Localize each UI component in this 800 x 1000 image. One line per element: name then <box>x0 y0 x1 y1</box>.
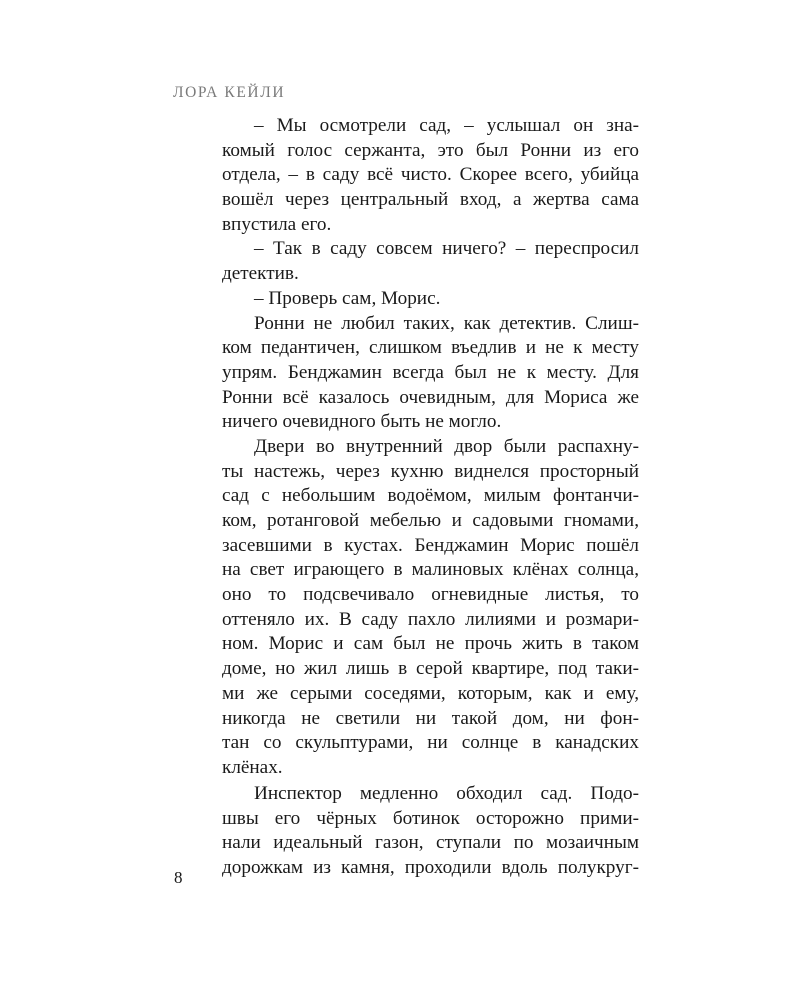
text-line: – Мы осмотрели сад, – услышал он зна- <box>254 115 639 136</box>
text-line: засевшими в кустах. Бенджамин Морис пошёл <box>222 534 639 556</box>
text-line: клёнах. <box>222 756 283 778</box>
text-line: оно то подсвечивало огневидные листья, то <box>222 584 639 606</box>
text-line: вошёл через центральный вход, а жертва сама <box>222 189 639 211</box>
text-line: комый голос сержанта, это был Ронни из его <box>222 139 639 161</box>
text-line: ком педантичен, слишком въедлив и не к месту <box>222 337 639 359</box>
text-line: никогда не светили ни такой дом, ни фон- <box>222 707 639 729</box>
text-line: ми же серыми соседями, которым, как и ему, <box>222 682 639 704</box>
text-line: ном. Морис и сам был не прочь жить в таком <box>222 633 639 655</box>
text-line: сад с небольшим водоёмом, милым фонтанчи- <box>222 485 639 507</box>
text-line: ничего очевидного быть не могло. <box>222 411 502 433</box>
text-line: ты настежь, через кухню виднелся просторный <box>222 460 639 482</box>
text-line: Ронни не любил таких, как детектив. Слиш- <box>254 312 639 334</box>
text-line: Двери во внутренний двор были распахну- <box>254 435 639 457</box>
text-line: упрям. Бенджамин всегда был не к месту. Для <box>222 361 639 383</box>
text-line: детектив. <box>222 263 299 285</box>
text-line: дорожкам из камня, проходили вдоль полукруг- <box>222 857 639 879</box>
text-line: Ронни всё казалось очевидным, для Мориса же <box>222 386 639 408</box>
text-line: впустила его. <box>222 213 332 235</box>
text-line: оттеняло их. В саду пахло лилиями и розмари- <box>222 608 639 630</box>
text-line: ком, ротанговой мебелью и садовыми гномами, <box>222 510 639 531</box>
text-line: – Проверь сам, Морис. <box>254 287 441 309</box>
text-line: тан со скульптурами, ни солнце в канадских <box>222 732 639 754</box>
text-line: – Так в саду совсем ничего? – переспросил <box>254 238 639 260</box>
text-line: на свет играющего в малиновых клёнах солнца, <box>222 559 639 581</box>
text-line: швы его чёрных ботинок осторожно прими- <box>222 807 639 829</box>
running-head: ЛОРА КЕЙЛИ <box>173 84 286 101</box>
text-line: Инспектор медленно обходил сад. Подо- <box>254 783 639 805</box>
page-number: 8 <box>174 868 183 887</box>
text-line: доме, но жил лишь в серой квартире, под таки- <box>222 658 639 680</box>
text-line: отдела, – в саду всё чисто. Скорее всего, убийца <box>222 164 639 186</box>
body-text <box>222 114 639 881</box>
text-line: нали идеальный газон, ступали по мозаичным <box>222 832 639 854</box>
